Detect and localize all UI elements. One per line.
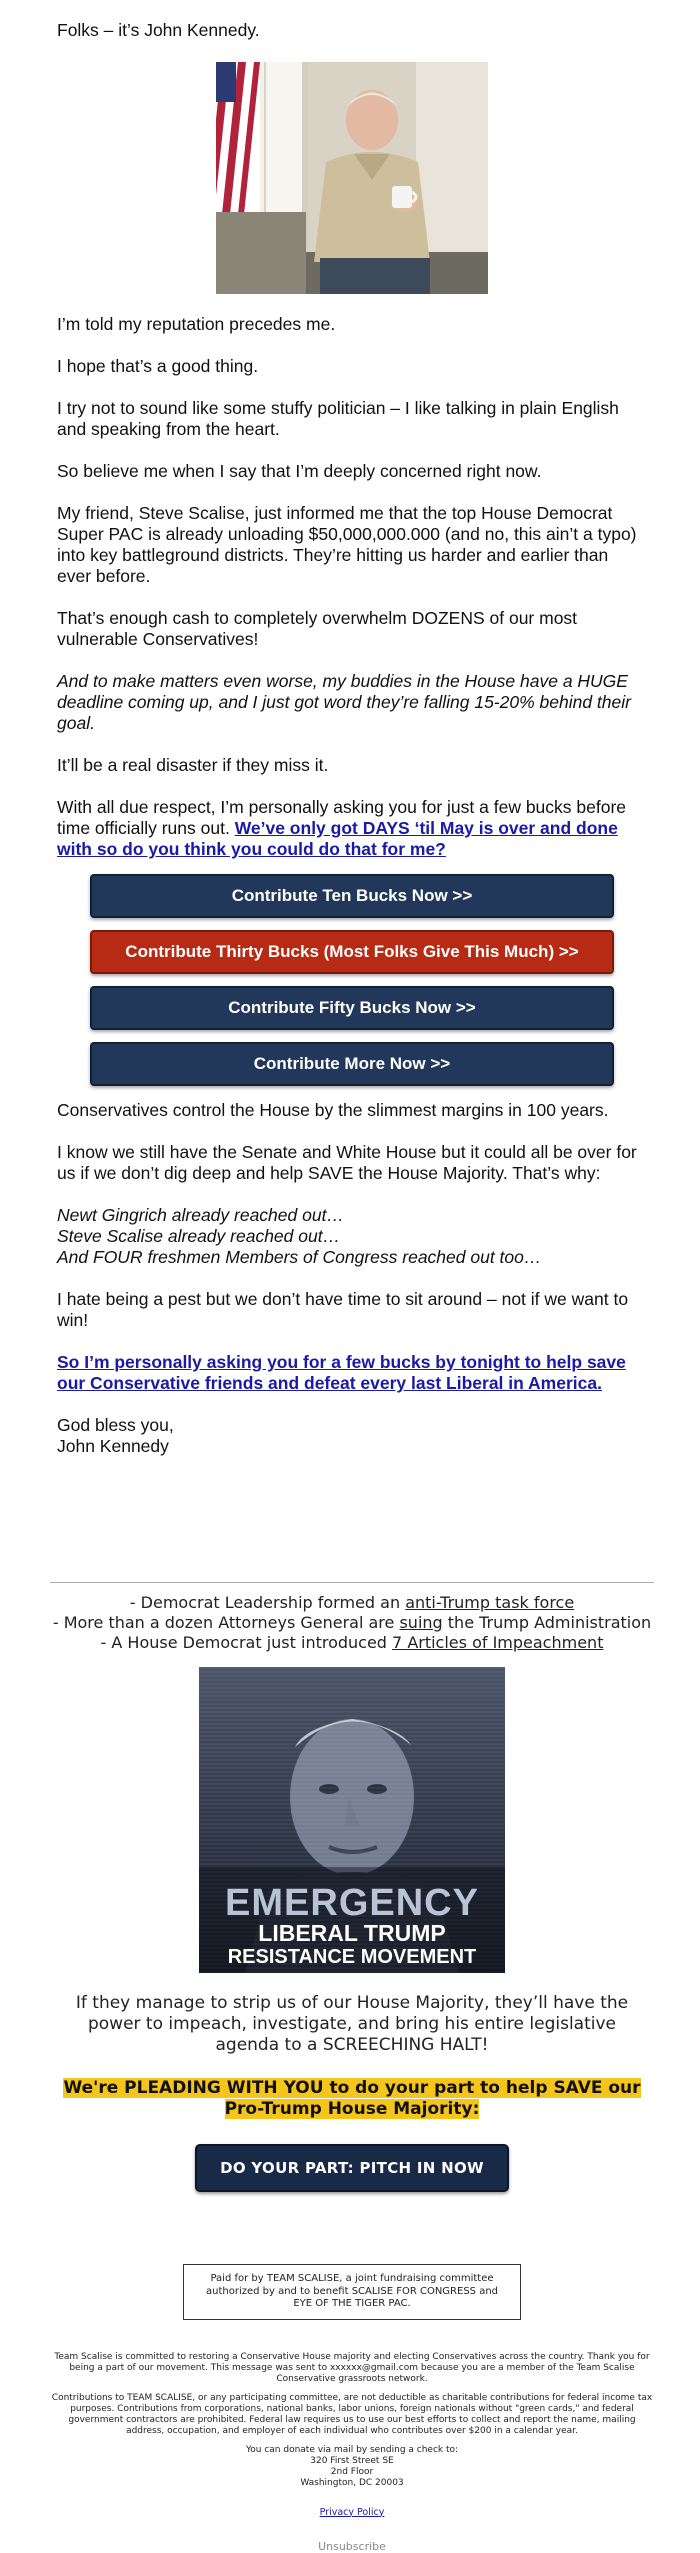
paragraph-good-thing: I hope that’s a good thing. bbox=[57, 356, 259, 376]
paragraph-slim-margins: Conservatives control the House by the slimmest margins in 100 years. bbox=[57, 1100, 609, 1120]
strip-majority-paragraph: If they manage to strip us of our House Majority, they’ll have the power to impeach, investigate, and bring his entire legislative agenda to a SCREECHING HALT! bbox=[75, 1993, 629, 2055]
address-line: 320 First Street SE bbox=[310, 2455, 394, 2466]
paragraph-plain-english: I try not to sound like some stuffy politician – I like talking in plain English and speaking from the heart. bbox=[57, 398, 619, 439]
list-item: Newt Gingrich already reached out… bbox=[57, 1205, 344, 1225]
signature-block bbox=[57, 1415, 647, 1457]
days-left-link[interactable]: We’ve only got DAYS ‘til May is over and done with so do you think you could do that for me? bbox=[57, 818, 618, 859]
paragraph-concerned: So believe me when I say that I’m deeply concerned right now. bbox=[57, 461, 542, 481]
closing: God bless you, bbox=[57, 1415, 174, 1435]
fine-print bbox=[50, 2352, 654, 2437]
paragraph-pest: I hate being a pest but we don’t have time to sit around – not if we want to win! bbox=[57, 1289, 629, 1330]
photo-graphic bbox=[216, 62, 488, 294]
john-kennedy-photo bbox=[216, 62, 488, 294]
poster-subtitle-1: LIBERAL TRUMP bbox=[258, 1920, 446, 1946]
save-friends-link[interactable]: So I’m personally asking you for a few bucks by tonight to help save our Conservative friends and defeat every last Liberal in America. bbox=[57, 1352, 626, 1393]
threat-bullets bbox=[50, 1593, 654, 1653]
membership-notice: Team Scalise is committed to restoring a Conservative House majority and electing Conservatives across the country. Thank you for being a part of our movement. This message was sent to xxxxxx@gmail.com because you are a member of the Team Scalise Conservative grassroots network. bbox=[54, 2351, 650, 2384]
bullet-task-force: - Democrat Leadership formed an anti-Trump task force bbox=[129, 1593, 575, 1612]
ask-text: With all due respect, I’m personally asking you for just a few bucks before time officially runs out. bbox=[57, 797, 627, 838]
email-body bbox=[57, 20, 647, 1457]
greeting: Folks – it’s John Kennedy. bbox=[57, 20, 260, 40]
paragraph-deadline: And to make matters even worse, my buddies in the House have a HUGE deadline coming up, and I just got word they’re falling 15-20% behind their goal. bbox=[57, 671, 631, 733]
paragraph-reputation: I’m told my reputation precedes me. bbox=[57, 314, 336, 334]
signature: John Kennedy bbox=[57, 1436, 169, 1456]
pitch-in-button[interactable]: DO YOUR PART: PITCH IN NOW bbox=[195, 2144, 509, 2192]
list-item: Steve Scalise already reached out… bbox=[57, 1226, 341, 1246]
contribute-fifty-button[interactable]: Contribute Fifty Bucks Now >> bbox=[90, 986, 614, 1030]
contribute-ten-button[interactable]: Contribute Ten Bucks Now >> bbox=[90, 874, 614, 918]
reached-out-list bbox=[57, 1205, 647, 1268]
address-line: You can donate via mail by sending a check to: bbox=[245, 2444, 459, 2455]
list-item: And FOUR freshmen Members of Congress reached out too… bbox=[57, 1247, 542, 1267]
emergency-poster bbox=[199, 1667, 505, 1973]
american-flag-icon bbox=[216, 62, 260, 212]
contribution-notice: Contributions to TEAM SCALISE, or any participating committee, are not deductible as charitable contributions for federal income tax purposes. Contributions from corporations, national banks, labor unions, foreign nationals without "green cards," and federal government contractors are prohibited. Federal law requires us to use our best efforts to collect and report the name, mailing address, occupation, and employer of each individual who contributes over $200 in a calendar year. bbox=[51, 2392, 653, 2436]
paragraph-final-ask bbox=[57, 1352, 647, 1394]
paragraph-overwhelm: That’s enough cash to completely overwhelm DOZENS of our most vulnerable Conservatives! bbox=[57, 608, 578, 649]
address-line: 2nd Floor bbox=[330, 2466, 374, 2477]
privacy-policy bbox=[50, 2507, 654, 2518]
mailing-address bbox=[50, 2445, 654, 2489]
address-line: Washington, DC 20003 bbox=[300, 2477, 404, 2488]
poster-title: EMERGENCY bbox=[225, 1882, 479, 1924]
paragraph-disaster: It’ll be a real disaster if they miss it. bbox=[57, 755, 329, 775]
bullet-impeachment: - A House Democrat just introduced 7 Articles of Impeachment bbox=[100, 1633, 604, 1652]
privacy-policy-link[interactable]: Privacy Policy bbox=[319, 2506, 385, 2518]
unsubscribe-link[interactable]: Unsubscribe bbox=[318, 2539, 386, 2553]
contribute-more-button[interactable]: Contribute More Now >> bbox=[90, 1042, 614, 1086]
contribute-buttons bbox=[57, 874, 647, 1086]
pleading-highlight: We're PLEADING WITH YOU to do your part to help SAVE our Pro-Trump House Majority: bbox=[63, 2078, 641, 2119]
paragraph-save-majority: I know we still have the Senate and White House but it could all be over for us if we don’t dig deep and help SAVE the House Majority. That’s why: bbox=[57, 1142, 637, 1183]
bullet-attorneys-general: - More than a dozen Attorneys General are suing the Trump Administration bbox=[52, 1613, 652, 1632]
poster-graphic bbox=[199, 1667, 505, 1973]
paid-for-disclaimer: Paid for by TEAM SCALISE, a joint fundraising committee authorized by and to benefit SCALISE FOR CONGRESS and EYE OF THE TIGER PAC. bbox=[183, 2264, 521, 2320]
paragraph-super-pac: My friend, Steve Scalise, just informed me that the top House Democrat Super PAC is already unloading $50,000,000.000 (and no, this ain’t a typo) into key battleground districts. They’re hitting us harder and earlier than ever before. bbox=[57, 503, 637, 586]
paragraph-ask bbox=[57, 797, 647, 860]
poster-subtitle-2: RESISTANCE MOVEMENT bbox=[227, 1946, 477, 1968]
coffee-mug-icon bbox=[392, 186, 412, 208]
contribute-thirty-button[interactable]: Contribute Thirty Bucks (Most Folks Give This Much) >> bbox=[90, 930, 614, 974]
footer-promo bbox=[50, 1582, 654, 2553]
